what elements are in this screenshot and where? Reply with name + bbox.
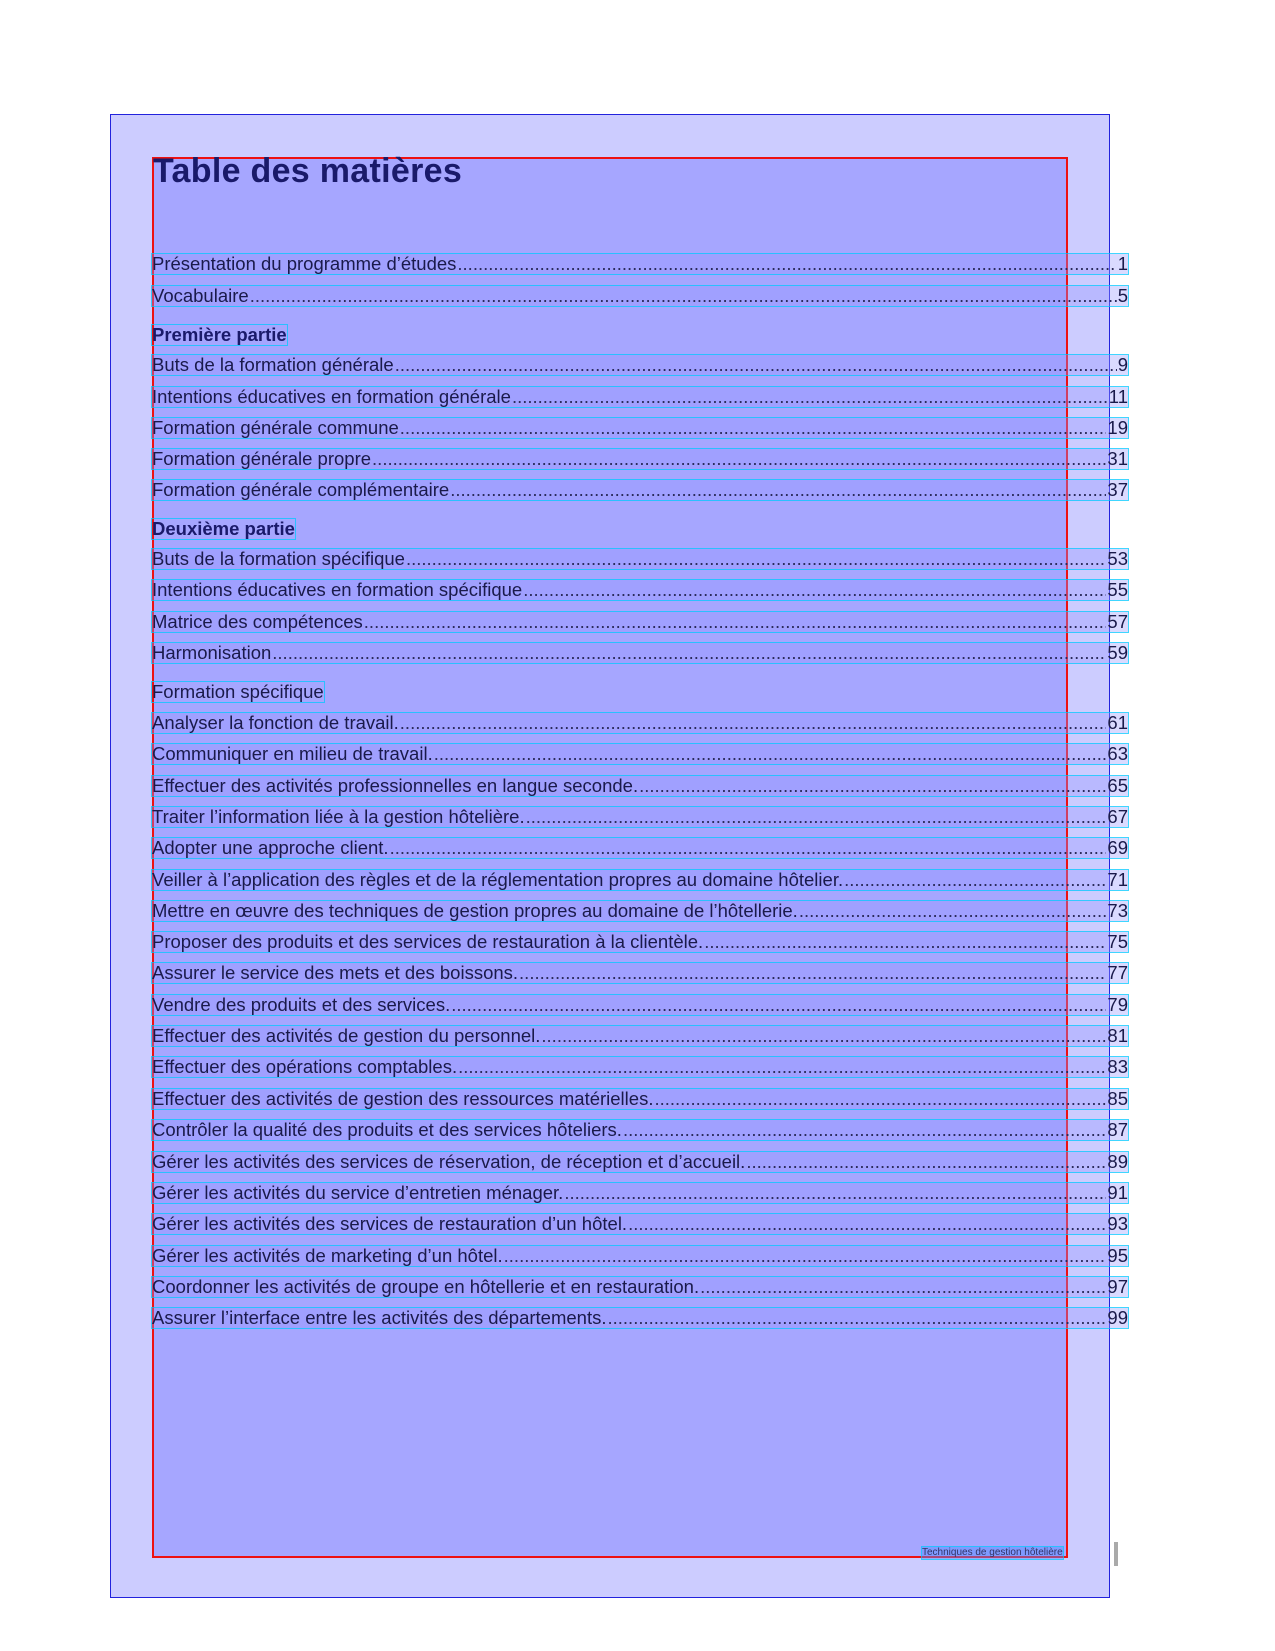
toc-entry[interactable] — [152, 1308, 1128, 1328]
toc-entry[interactable] — [152, 1089, 1128, 1109]
toc-entry[interactable] — [152, 1183, 1128, 1203]
toc-page-number: 57 — [1107, 611, 1128, 632]
toc-entry[interactable] — [152, 1120, 1128, 1140]
toc-section-heading: Première partie — [152, 324, 287, 345]
toc-leader-dots — [704, 932, 1106, 952]
toc-leader-dots — [844, 870, 1106, 890]
toc-entry-label: Gérer les activités de marketing d’un hôtel. — [152, 1245, 503, 1266]
toc-leader-dots — [458, 1057, 1106, 1077]
toc-entry[interactable] — [152, 1152, 1128, 1172]
toc-page-number: 73 — [1107, 900, 1128, 921]
toc-page-number: 95 — [1107, 1245, 1128, 1266]
toc-page-number: 53 — [1107, 548, 1128, 569]
toc-page-number: 61 — [1107, 712, 1128, 733]
toc-entry-label: Communiquer en milieu de travail. — [152, 743, 433, 764]
footer-text: Techniques de gestion hôtelière — [922, 1547, 1063, 1558]
toc-entry[interactable] — [152, 449, 1128, 469]
toc-entry[interactable] — [152, 254, 1128, 274]
toc-page-number: 91 — [1107, 1182, 1128, 1203]
toc-leader-dots — [523, 580, 1106, 600]
toc-entry[interactable] — [152, 387, 1128, 407]
toc-entry-label: Buts de la formation générale — [152, 354, 394, 375]
toc-leader-dots — [519, 963, 1106, 983]
toc-leader-dots — [654, 1089, 1106, 1109]
toc-leader-dots — [526, 807, 1107, 827]
toc-entry[interactable] — [152, 932, 1128, 952]
toc-page-number: 65 — [1107, 775, 1128, 796]
toc-leader-dots — [564, 1183, 1106, 1203]
toc-entry[interactable] — [152, 418, 1128, 438]
toc-page-number: 5 — [1117, 285, 1128, 306]
toc-entry-label: Intentions éducatives en formation spécifique — [152, 579, 523, 600]
toc-page-number: 1 — [1117, 253, 1128, 274]
toc-leader-dots — [457, 254, 1116, 274]
toc-page-number: 11 — [1108, 386, 1128, 407]
toc-leader-dots — [628, 1214, 1106, 1234]
toc-entry-label: Adopter une approche client. — [152, 837, 389, 858]
toc-leader-dots — [504, 1246, 1107, 1266]
toc-leader-dots — [746, 1152, 1106, 1172]
toc-leader-dots — [250, 286, 1117, 306]
toc-leader-dots — [639, 776, 1106, 796]
toc-leader-dots — [400, 713, 1107, 733]
toc-page-number: 93 — [1107, 1213, 1128, 1234]
toc-entry[interactable] — [152, 1026, 1128, 1046]
toc-leader-dots — [364, 612, 1107, 632]
toc-entry[interactable] — [152, 643, 1128, 663]
toc-page-number: 99 — [1107, 1307, 1128, 1328]
toc-page-number: 19 — [1107, 417, 1128, 438]
toc-leader-dots — [406, 549, 1106, 569]
toc-entry[interactable] — [152, 355, 1128, 375]
toc-leader-dots — [700, 1277, 1106, 1297]
toc-entry[interactable] — [152, 870, 1128, 890]
toc-leader-dots — [799, 901, 1107, 921]
toc-leader-dots — [434, 744, 1107, 764]
toc-leader-dots — [450, 480, 1106, 500]
toc-page-number: 71 — [1107, 869, 1128, 890]
toc-entry-label: Gérer les activités des services de restauration d’un hôtel. — [152, 1213, 628, 1234]
toc-page-number: 55 — [1107, 579, 1128, 600]
toc-entry[interactable] — [152, 480, 1128, 500]
toc-entry-label: Analyser la fonction de travail. — [152, 712, 399, 733]
toc-entry[interactable] — [152, 995, 1128, 1015]
toc-page-number: 37 — [1107, 479, 1128, 500]
toc-page-number: 75 — [1107, 931, 1128, 952]
toc-entry[interactable] — [152, 580, 1128, 600]
toc-entry-label: Formation générale propre — [152, 448, 372, 469]
toc-page-number: 85 — [1107, 1088, 1128, 1109]
toc-page-number: 77 — [1107, 962, 1128, 983]
toc-entry-label: Effectuer des activités de gestion des ressources matérielles. — [152, 1088, 654, 1109]
toc-leader-dots — [623, 1120, 1106, 1140]
toc-page-number: 63 — [1107, 743, 1128, 764]
page-title: Table des matières — [153, 152, 463, 190]
toc-entry[interactable] — [152, 1214, 1128, 1234]
toc-entry[interactable] — [152, 549, 1128, 569]
toc-page-number: 87 — [1107, 1119, 1128, 1140]
toc-entry-label: Contrôler la qualité des produits et des services hôteliers. — [152, 1119, 622, 1140]
toc-page-number: 83 — [1107, 1056, 1128, 1077]
toc-entry-label: Assurer le service des mets et des boissons. — [152, 962, 519, 983]
toc-entry-label: Effectuer des activités professionnelles en langue seconde. — [152, 775, 639, 796]
toc-entry-label: Traiter l’information liée à la gestion hôtelière. — [152, 806, 525, 827]
toc-leader-dots — [390, 838, 1107, 858]
toc-leader-dots — [541, 1026, 1106, 1046]
toc-entry-label: Assurer l’interface entre les activités des départements. — [152, 1307, 607, 1328]
toc-entry-label: Veiller à l’application des règles et de la réglementation propres au domaine hôtelier. — [152, 869, 844, 890]
toc-entry-label: Vocabulaire — [152, 285, 249, 306]
toc-entry-label: Harmonisation — [152, 642, 272, 663]
toc-entry[interactable] — [152, 901, 1128, 921]
toc-entry-label: Effectuer des activités de gestion du personnel. — [152, 1025, 541, 1046]
toc-entry-label: Coordonner les activités de groupe en hôtellerie et en restauration. — [152, 1276, 700, 1297]
toc-leader-dots — [395, 355, 1117, 375]
toc-leader-dots — [451, 995, 1106, 1015]
toc-page-number: 31 — [1107, 448, 1128, 469]
page-marker — [1114, 1542, 1118, 1566]
toc-page-number: 89 — [1107, 1151, 1128, 1172]
toc-page-number: 9 — [1117, 354, 1128, 375]
toc-entry-label: Gérer les activités du service d’entretien ménager. — [152, 1182, 564, 1203]
toc-page-number: 81 — [1107, 1025, 1128, 1046]
toc-entry-label: Buts de la formation spécifique — [152, 548, 405, 569]
toc-entry[interactable] — [152, 838, 1128, 858]
toc-page-number: 59 — [1107, 642, 1128, 663]
toc-entry[interactable] — [152, 776, 1128, 796]
toc-entry-label: Proposer des produits et des services de restauration à la clientèle. — [152, 931, 704, 952]
toc-page-number: 79 — [1107, 994, 1128, 1015]
toc-entry[interactable] — [152, 1246, 1128, 1266]
toc-entry[interactable] — [152, 713, 1128, 733]
toc-entry-label: Matrice des compétences — [152, 611, 363, 632]
toc-section-heading: Deuxième partie — [152, 518, 295, 539]
toc-subsection-heading: Formation spécifique — [152, 681, 324, 702]
toc-entry-label: Formation générale commune — [152, 417, 399, 438]
toc-entry[interactable] — [152, 963, 1128, 983]
toc-leader-dots — [608, 1308, 1107, 1328]
toc-entry[interactable] — [152, 807, 1128, 827]
toc-leader-dots — [400, 418, 1107, 438]
toc-entry-label: Formation générale complémentaire — [152, 479, 450, 500]
toc-entry-label: Mettre en œuvre des techniques de gestion propres au domaine de l’hôtellerie. — [152, 900, 798, 921]
toc-entry-label: Effectuer des opérations comptables. — [152, 1056, 458, 1077]
toc-leader-dots — [372, 449, 1106, 469]
toc-entry-label: Intentions éducatives en formation générale — [152, 386, 511, 407]
toc-page-number: 69 — [1107, 837, 1128, 858]
toc-page-number: 97 — [1107, 1276, 1128, 1297]
toc-entry[interactable] — [152, 744, 1128, 764]
toc-entry-label: Gérer les activités des services de réservation, de réception et d’accueil. — [152, 1151, 746, 1172]
toc-entry[interactable] — [152, 1277, 1128, 1297]
toc-page-number: 67 — [1107, 806, 1128, 827]
toc-entry[interactable] — [152, 612, 1128, 632]
toc-leader-dots — [272, 643, 1106, 663]
toc-entry[interactable] — [152, 1057, 1128, 1077]
toc-leader-dots — [512, 387, 1108, 407]
toc-entry-label: Présentation du programme d’études — [152, 253, 457, 274]
toc-entry-label: Vendre des produits et des services. — [152, 994, 451, 1015]
toc-entry[interactable] — [152, 286, 1128, 306]
